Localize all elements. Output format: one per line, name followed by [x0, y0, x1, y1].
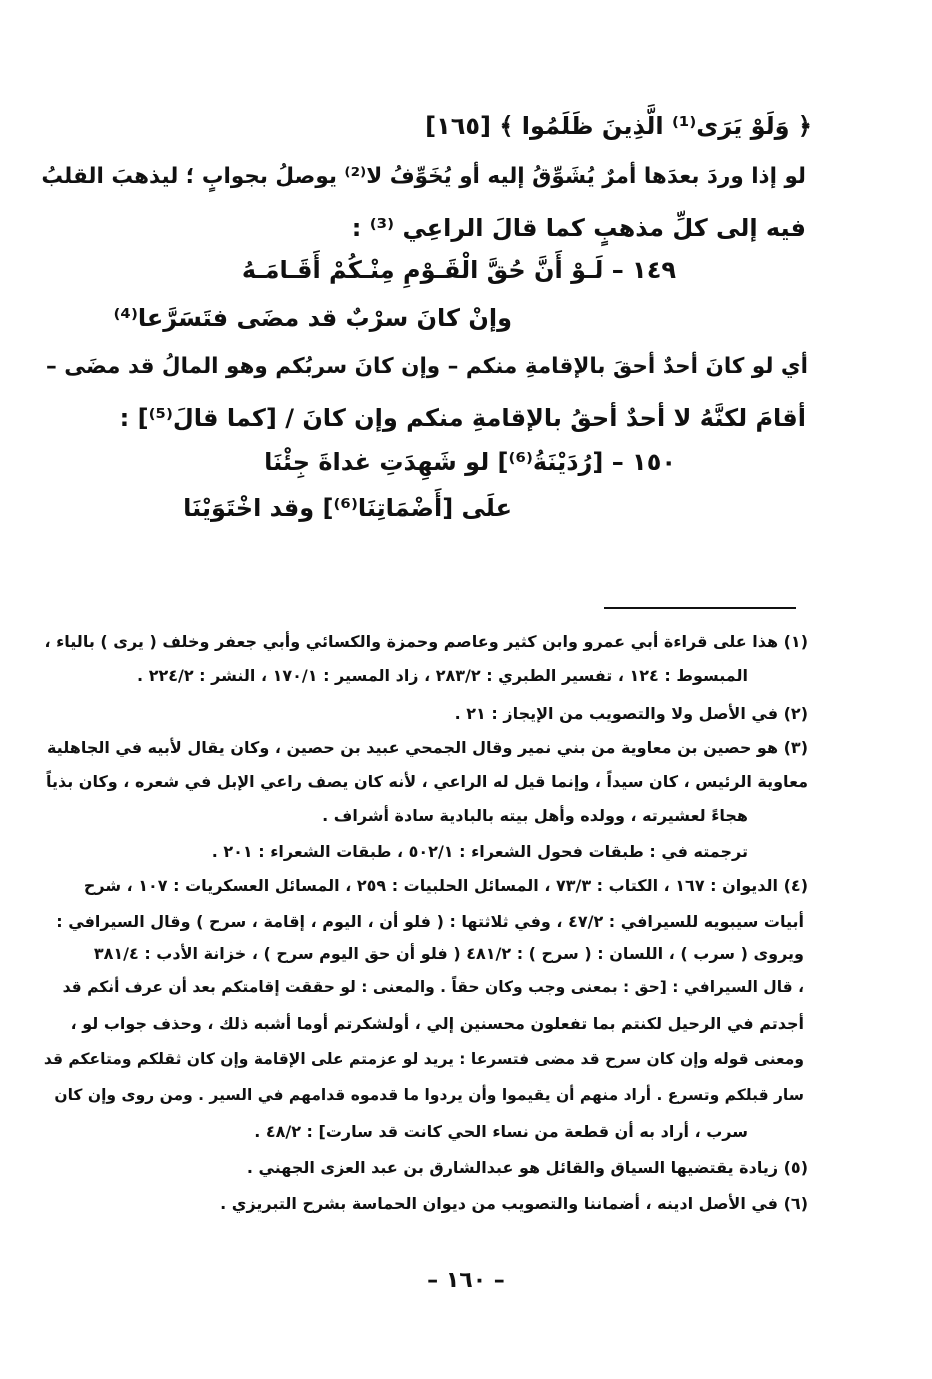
footnote-4-line-7: سار قبلكم وتسرع . أراد منهم أن يقيموا وأن يردوا ما قدموه قدامهم في السير . ومن روى وإن كان: [54, 1086, 804, 1104]
footnote-4-line-3: ويروى ( سرب ) ، اللسان : ( سرح ) : ٤٨١/٢ ( فلو أن حق اليوم سرح ) ، خزانة الأدب : ٣٨١/٤: [93, 944, 804, 963]
footnote-4-line-1: (٤) الديوان : ١٦٧ ، الكتاب : ٧٣/٣ ، المسائل الحلبيات : ٢٥٩ ، المسائل العسكريات : ١٠٧ ، شرح: [83, 876, 808, 895]
page-number: – ١٦٠ –: [427, 1268, 505, 1293]
footnote-4-line-8: سرب ، أراد به أن قطعة من نساء الحي كانت قد سارت] : ٤٨/٢ .: [254, 1122, 748, 1141]
footnote-3-line-2: معاوية الرئيس ، كان سيداً ، وإنما قيل له الراعي ، لأنه كان يصف راعي الإبل في شعره ، وكان بذياً: [45, 772, 808, 791]
footnote-3-line-4: ترجمته في : طبقات فحول الشعراء : ٥٠٢/١ ، طبقات الشعراء : ٢٠١ .: [211, 842, 748, 861]
footnote-3-line-3: هجاءً لعشيرته ، وولده وأهل بيته بالبادية سادة أشراف .: [322, 806, 748, 825]
footnote-4-line-4: ، قال السيرافي : [حق : بمعنى وجب وكان حقاً . والمعنى : لو حققت إقامتكم بعد أن عرف أنكم قد: [62, 978, 804, 996]
verse-149-first-hemistich: ١٤٩ – لَـوْ أَنَّ حُقَّ الْقَـوْمِ مِنْـكُمْ أَقَـامَـهُ: [241, 256, 676, 284]
main-text-line-2: فيه إلى كلِّ مذهبٍ كما قالَ الراعِي ⁽³⁾ :: [351, 214, 806, 242]
footnote-4-line-6: ومعنى قوله وإن كان سرح قد مضى فتسرعا : يريد لو عزمتم على الإقامة وإن كان ثقلكم ومتاعكم قد: [43, 1050, 804, 1068]
verse-150-first-hemistich: ١٥٠ – [رُدَيْنَةُ⁽⁶⁾] لو شَهِدَتِ غداةَ جِئْنَا: [264, 448, 676, 476]
verse-149-second-hemistich: وإنْ كانَ سرْبٌ قد مضَى فتَسَرَّعا⁽⁴⁾: [113, 304, 512, 332]
verse-150-second-hemistich: علَى [أَضْمَاتِنَا⁽⁶⁾] وقد اخْتَوَيْنَا: [183, 494, 512, 522]
footnote-4-line-2: أبيات سيبويه للسيرافي : ٤٧/٢ ، وفي ثلاثتها : ( فلو أن ، اليوم ، إقامة ، سرح ) وقال السيرافي :: [56, 912, 804, 931]
footnote-1-line-2: المبسوط : ١٢٤ ، تفسير الطبري : ٢٨٣/٢ ، زاد المسير : ١٧٠/١ ، النشر : ٢٢٤/٢ .: [137, 666, 748, 685]
footnote-5: (٥) زيادة يقتضيها السياق والقائل هو عبدالشارق بن عبد العزى الجهني .: [246, 1158, 808, 1177]
main-text-line-3: أي لو كانَ أحدٌ أحقَ بالإقامةِ منكم – وإن كانَ سربُكم وهو المالُ قد مضَى –: [45, 354, 808, 379]
footnote-1-line-1: (١) هذا على قراءة أبي عمرو وابن كثير وعاصم وحمزة والكسائي وأبي جعفر وخلف ( يرى ) بالياء ،: [44, 632, 808, 651]
footnote-4-line-5: أجدتم في الرحيل لكنتم بما تفعلون محسنين إلي ، أولشكرتم أوما أشبه ذلك ، وحذف جواب لو ،: [70, 1014, 804, 1033]
footnote-3-line-1: (٣) هو حصين بن معاوية من بني نمير وقال الجمحي عبيد بن حصين ، وكان يقال لأبيه في الجاهلية: [46, 738, 808, 757]
footnote-separator: [604, 607, 796, 609]
main-text-line-1: لو إذا وردَ بعدَها أمرٌ يُشَوِّقُ إليه أو يُخَوِّفُ لا⁽²⁾ يوصلُ بجوابٍ ؛ ليذهبَ القلبُ: [41, 164, 806, 189]
footnote-2: (٢) في الأصل ولا والتصويب من الإيجاز : ٢١ .: [454, 704, 808, 723]
footnote-6: (٦) في الأصل ادينه ، أضماننا والتصويب من ديوان الحماسة بشرح التبريزي .: [220, 1194, 808, 1213]
main-text-line-4: أقامَ لكنَّهُ لا أحدٌ أحقُ بالإقامةِ منكم وإن كانَ / [كما قالَ⁽⁵⁾] :: [119, 404, 806, 432]
quran-heading: ﴿ وَلَوْ يَرَى⁽¹⁾ الَّذِينَ ظَلَمُوا ﴾ [١٦٥]: [425, 112, 812, 140]
